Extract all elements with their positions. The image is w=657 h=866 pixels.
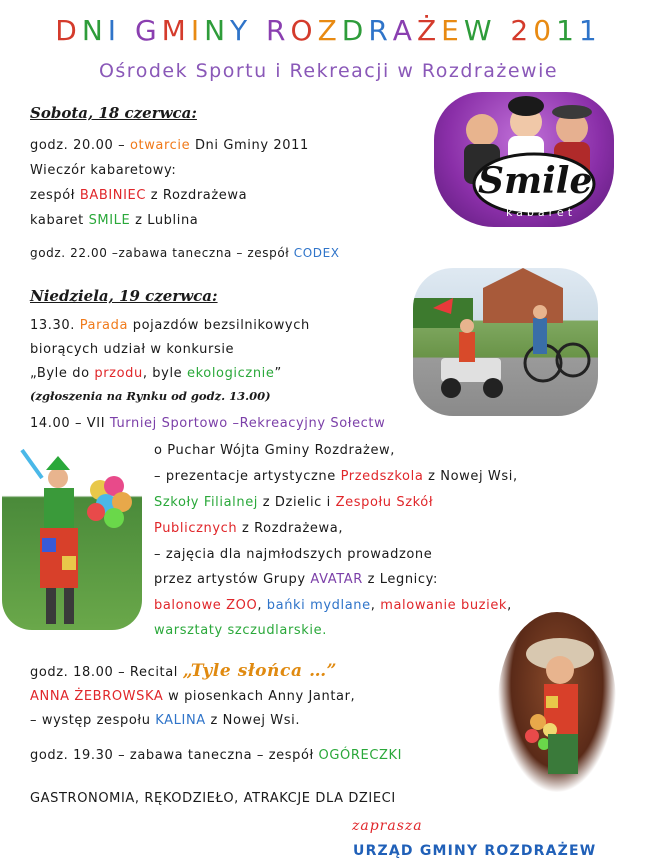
clown-balloons-image	[2, 438, 142, 630]
title-letter: Z	[317, 14, 342, 47]
title-letter: M	[161, 14, 191, 47]
tournament-cup: o Puchar Wójta Gminy Rozdrażew,	[154, 443, 396, 458]
title-letter: R	[368, 14, 393, 47]
title-letter: O	[290, 14, 318, 47]
schools-line: Szkoły Filialnej z Dzielic i Zespołu Szkół	[154, 495, 434, 510]
kids-activities: – zajęcia dla najmłodszych prowadzone	[154, 547, 433, 562]
recital-line: godz. 18.00 – Recital „Tyle słońca …”	[30, 661, 338, 681]
anna-zebrowska: ANNA ŻEBROWSKA w piosenkach Anny Jantar,	[30, 689, 356, 704]
saturday-opening: godz. 20.00 – otwarcie Dni Gminy 2011	[30, 138, 309, 153]
title-letter: 0	[533, 14, 557, 47]
smile-logo-text: Smile	[478, 160, 593, 202]
title-letter: Ż	[416, 14, 442, 47]
title-letter: N	[204, 14, 231, 47]
singer-with-flowers-image	[498, 612, 616, 792]
title-letter: D	[55, 14, 82, 47]
tournament-title: 14.00 – VII Turniej Sportowo –Rekreacyjny Sołectw	[30, 416, 386, 431]
footer-attractions: GASTRONOMIA, RĘKODZIEŁO, ATRAKCJE DLA DZIECI	[30, 791, 396, 806]
title-letter: W	[463, 14, 497, 47]
saturday-label: Sobota, 18 czerwca:	[30, 104, 197, 122]
contest-name: „Byle do przodu, byle ekologicznie”	[30, 366, 282, 381]
cabaret-evening: Wieczór kabaretowy:	[30, 163, 177, 178]
codex-line: godz. 22.00 –zabawa taneczna – zespół CODEX	[30, 246, 340, 260]
title-letter	[497, 14, 511, 47]
title-letter	[252, 14, 266, 47]
organizer: URZĄD GMINY ROZDRAŻEW	[353, 843, 597, 859]
singer-photo	[498, 612, 616, 792]
parade-photo	[413, 268, 598, 416]
smile-logo-sub: kabaret	[506, 206, 577, 219]
registration-note: (zgłoszenia na Rynku od godz. 13.00)	[30, 389, 271, 403]
title-letter: 1	[556, 14, 579, 47]
parade-line: 13.30. Parada pojazdów bezsilnikowych	[30, 318, 310, 333]
title-letter: D	[341, 14, 369, 47]
attractions-list: balonowe ZOO, bańki mydlane, malowanie buziek,	[154, 598, 512, 613]
title-letter: A	[392, 14, 417, 47]
invite-text: zaprasza	[352, 818, 423, 834]
bicycles-parade-image	[413, 268, 598, 416]
stilt-workshops: warsztaty szczudlarskie.	[154, 623, 327, 638]
title-letter: 1	[578, 14, 602, 47]
title-letter: N	[81, 14, 108, 47]
title-letter: I	[190, 14, 205, 47]
sunday-label: Niedziela, 19 czerwca:	[30, 287, 218, 305]
ogoreczki-line: godz. 19.30 – zabawa taneczna – zespół OGÓRECZKI	[30, 748, 403, 763]
poster-title	[0, 14, 657, 47]
kalina-line: – występ zespołu KALINA z Nowej Wsi.	[30, 713, 301, 728]
smile-cabaret-photo	[434, 92, 614, 227]
schools-line-2: Publicznych z Rozdrażewa,	[154, 521, 344, 536]
stilt-walker-photo	[2, 438, 142, 630]
contest-line: biorących udział w konkursie	[30, 342, 235, 357]
babiniec-line: zespół BABINIEC z Rozdrażewa	[30, 188, 248, 203]
title-letter: R	[266, 14, 291, 47]
title-letter: 2	[510, 14, 534, 47]
title-letter: Y	[230, 14, 253, 47]
artistic-presentations: – prezentacje artystyczne Przedszkola z Nowej Wsi,	[154, 469, 518, 484]
smile-line: kabaret SMILE z Lublina	[30, 213, 199, 228]
avatar-group: przez artystów Grupy AVATAR z Legnicy:	[154, 572, 438, 587]
title-letter: I	[107, 14, 122, 47]
title-letter: G	[134, 14, 162, 47]
title-letter: E	[441, 14, 464, 47]
poster-subtitle: Ośrodek Sportu i Rekreacji w Rozdrażewie	[98, 60, 559, 82]
title-letter	[121, 14, 135, 47]
